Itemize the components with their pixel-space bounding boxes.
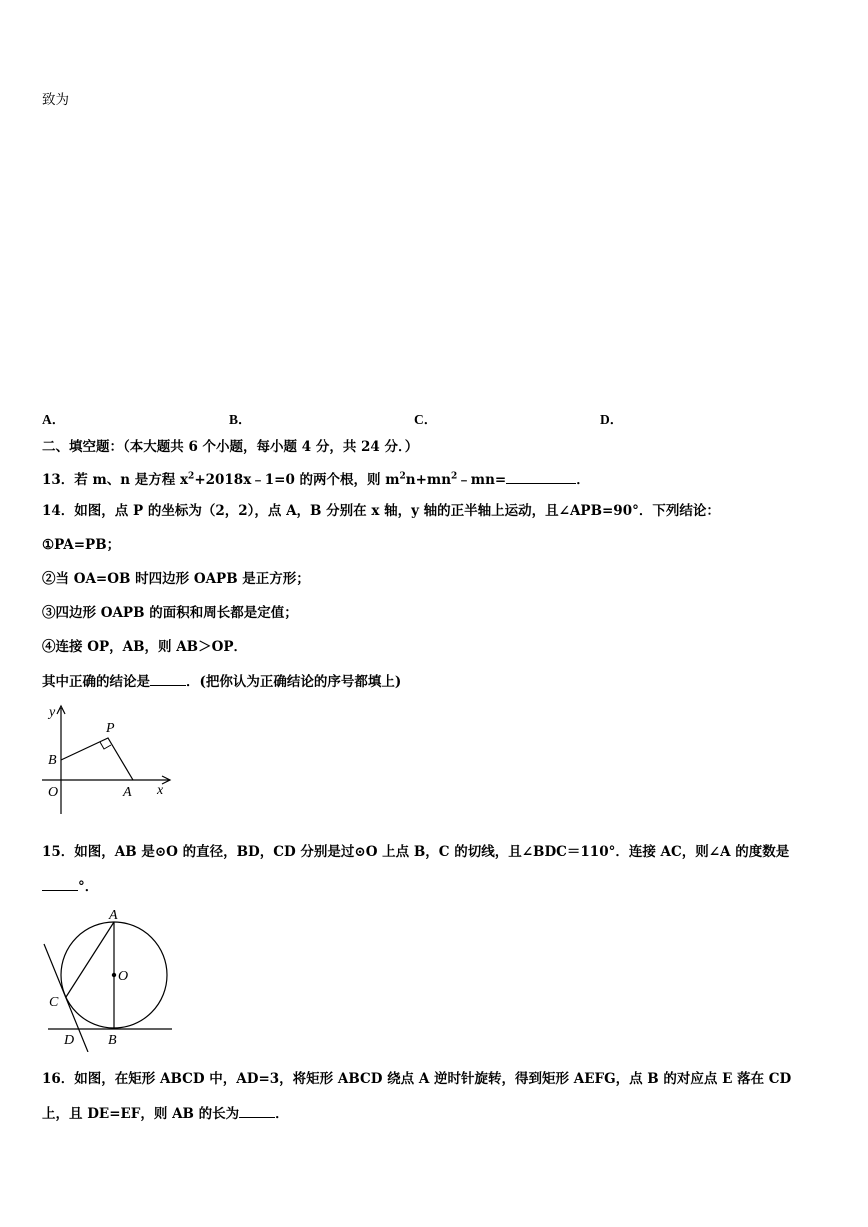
q15-figure — [38, 902, 178, 1052]
option-b: B． — [229, 412, 252, 427]
fig14-label-y: y — [49, 705, 56, 720]
q16-end: ． — [275, 1106, 289, 1122]
q14-conclusion-4: ④连接 OP，AB，则 AB＞OP． — [42, 639, 247, 655]
option-a: A． — [42, 412, 66, 427]
q13-suffix: ﹣mn= — [457, 472, 507, 488]
answer-blank — [42, 876, 78, 891]
question-14-stem: 14．如图，点 P 的坐标为（2，2），点 A，B 分别在 x 轴，y 轴的正半轴上运动，且∠APB=90°．下列结论： — [42, 503, 720, 519]
option-d: D． — [600, 412, 624, 427]
q13-middle2: n+mn — [405, 472, 452, 488]
q13-middle: +2018x﹣1=0 的两个根，则 m — [194, 472, 400, 488]
q13-prefix: 13．若 m、n 是方程 x — [42, 472, 189, 488]
q14-ask-prefix: 其中正确的结论是 — [42, 674, 150, 690]
q13-sup3: 2 — [451, 471, 458, 482]
fig15-label-d: D — [64, 1033, 75, 1048]
question-16-line1: 16．如图，在矩形 ABCD 中，AD=3，将矩形 ABCD 绕点 A 逆时针旋转，得到矩形 AEFG，点 B 的对应点 E 落在 CD — [42, 1071, 792, 1087]
fig14-label-a: A — [123, 785, 132, 800]
q16-line2-prefix: 上，且 DE=EF，则 AB 的长为 — [42, 1106, 240, 1122]
q13-sup1: 2 — [188, 471, 195, 482]
q14-conclusion-1: ①PA=PB； — [42, 537, 121, 553]
section-heading: 二、填空题：（本大题共 6 个小题，每小题 4 分，共 24 分．） — [42, 439, 419, 455]
answer-blank — [150, 671, 186, 686]
fig14-label-p: P — [106, 721, 115, 736]
q14-question — [42, 671, 401, 692]
top-fragment: 致为 — [42, 92, 69, 108]
fig15-label-c: C — [49, 995, 59, 1010]
q14-figure — [38, 702, 174, 824]
option-c: C． — [414, 412, 438, 427]
q14-ask-suffix: ．(把你认为正确结论的序号都填上) — [186, 674, 402, 690]
question-15-stem: 15．如图，AB 是⊙O 的直径，BD，CD 分别是过⊙O 上点 B，C 的切线，且∠BDC＝110°．连接 AC，则∠A 的度数是 — [42, 844, 790, 860]
q13-sup2: 2 — [399, 471, 406, 482]
fig14-label-o: O — [48, 785, 59, 800]
question-13 — [42, 469, 590, 490]
q14-conclusion-2: ②当 OA=OB 时四边形 OAPB 是正方形； — [42, 571, 310, 587]
q13-end: ． — [576, 472, 590, 488]
question-16-line2 — [42, 1103, 289, 1124]
answer-blank — [239, 1103, 275, 1118]
answer-blank — [506, 469, 576, 484]
fig14-label-b: B — [48, 753, 57, 768]
fig15-label-b: B — [108, 1033, 117, 1048]
fig14-label-x: x — [157, 783, 164, 798]
fig15-label-a: A — [109, 908, 118, 923]
q15-end: °． — [78, 879, 99, 895]
fig15-label-o: O — [118, 969, 129, 984]
q15-answer-line — [42, 876, 98, 897]
q14-conclusion-3: ③四边形 OAPB 的面积和周长都是定值； — [42, 605, 298, 621]
